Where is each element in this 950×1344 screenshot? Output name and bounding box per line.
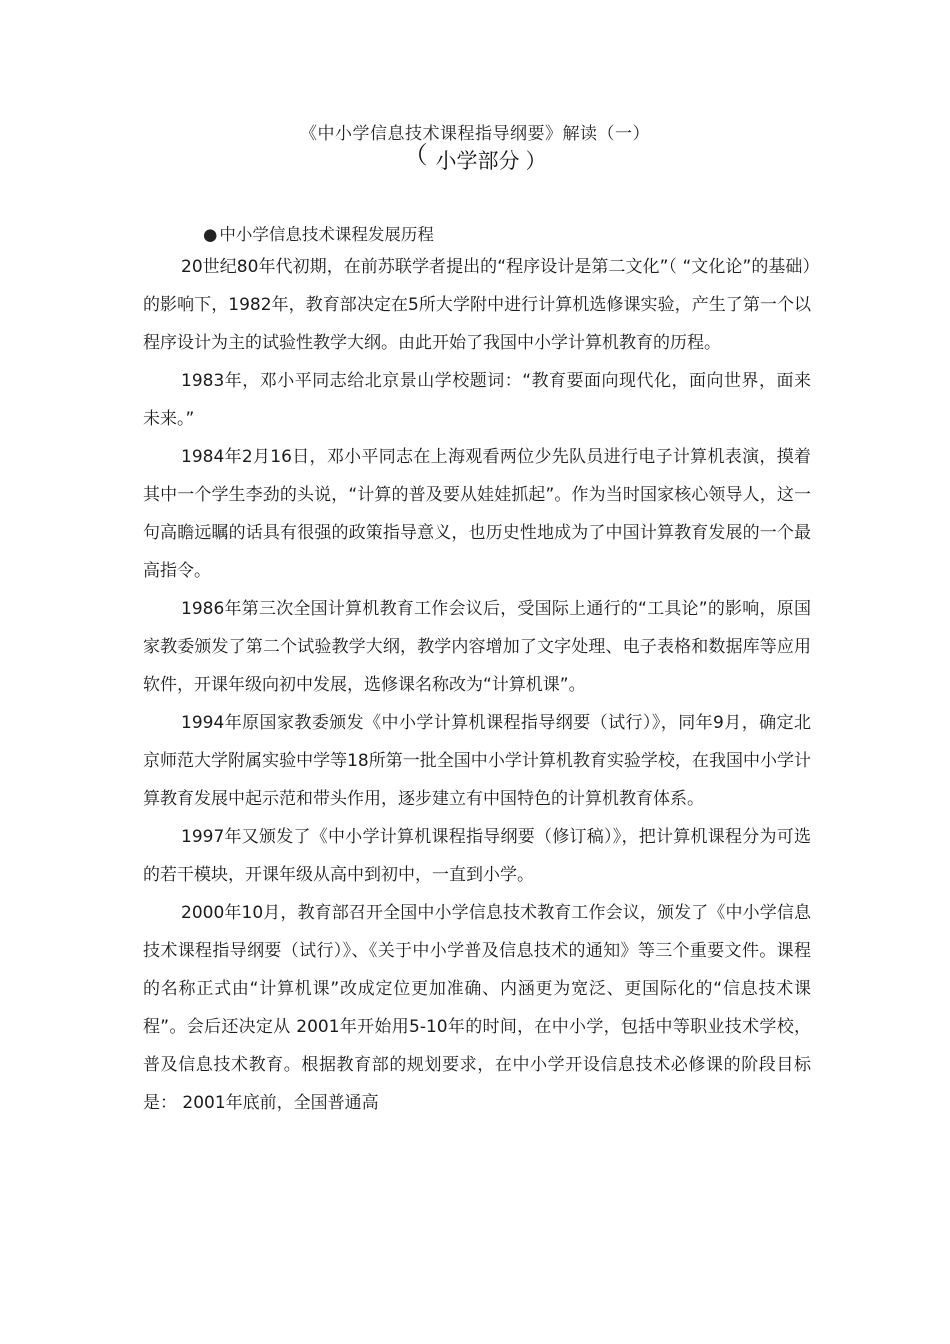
paragraph-1983: 1983年，邓小平同志给北京景山学校题词：“教育要面向现代化，面向世界，面来未来。” bbox=[143, 371, 811, 429]
paragraph-2000: 2000年10月，教育部召开全国中小学信息技术教育工作会议，颁发了《中小学信息技术课程指导纲要（试行）》、《关于中小学普及信息技术的通知》等三个重要文件。课程的名称正式由“计算机课”改成定位更加准确、内涵更为宽泛、更国际化的“信息技术课程”。会后还决定从 2001年开始用5-10年的时间，在中小学，包括中等职业技术学校，普及信息技术教育。根据教育部的规划要求，在中小学开设信息技术必修课的阶段目标是： 2001年底前，全国普通高 bbox=[143, 903, 811, 1113]
paragraph-1994: 1994年原国家教委颁发《中小学计算机课程指导纲要（试行）》，同年9月，确定北京师范大学附属实验中学等18所第一批全国中小学计算机教育实验学校，在我国中小学计算教育发展中起示范和带头作用，逐步建立有中国特色的计算机教育体系。 bbox=[143, 713, 811, 809]
subtitle-open-paren: （ bbox=[403, 141, 428, 169]
subtitle-close-paren: ） bbox=[525, 149, 547, 173]
subtitle-text: 小学部分 bbox=[435, 149, 520, 173]
paragraph-1986: 1986年第三次全国计算机教育工作会议后，受国际上通行的“工具论”的影响，原国家教委颁发了第二个试验教学大纲，教学内容增加了文字处理、电子表格和数据库等应用软件，开课年级向初中发展，选修课名称改为“计算机课”。 bbox=[143, 599, 811, 695]
document-title: 《中小学信息技术课程指导纲要》解读（一） bbox=[300, 124, 650, 144]
document-body bbox=[143, 248, 811, 1122]
paragraph-1997: 1997年又颁发了《中小学计算机课程指导纲要（修订稿）》，把计算机课程分为可选的若干模块，开课年级从高中到初中，一直到小学。 bbox=[143, 827, 811, 885]
paragraph-1980s: 20世纪80年代初期，在前苏联学者提出的“程序设计是第二文化”（ “文化论”的基础）的影响下，1982年，教育部决定在5所大学附中进行计算机选修课实验，产生了第一个以程序设计为主的试验性教学大纲。由此开始了我国中小学计算机教育的历程。 bbox=[143, 257, 811, 353]
document-subtitle bbox=[0, 141, 950, 176]
paragraph-1984: 1984年2月16日，邓小平同志在上海观看两位少先队员进行电子计算机表演，摸着其中一个学生李劲的头说，“计算的普及要从娃娃抓起”。作为当时国家核心领导人，这一句高瞻远瞩的话具有很强的政策指导意义，也历史性地成为了中国计算教育发展的一个最高指令。 bbox=[143, 447, 811, 581]
bullet-icon: ● bbox=[203, 225, 218, 244]
section-heading bbox=[203, 222, 434, 248]
section-heading-text: 中小学信息技术课程发展历程 bbox=[219, 225, 434, 244]
